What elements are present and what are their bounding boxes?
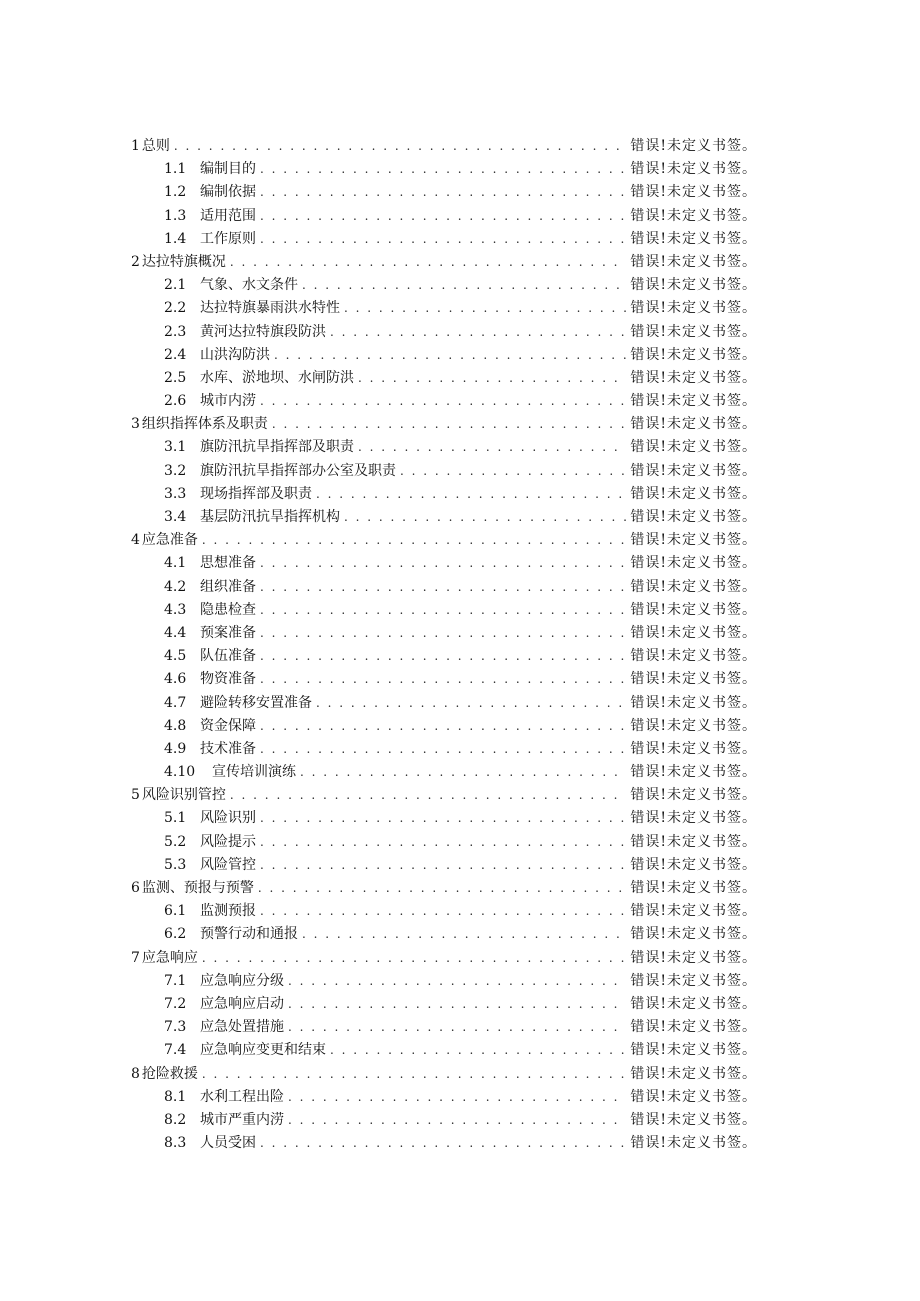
toc-leader-dots bbox=[260, 1132, 626, 1155]
toc-page-ref: 错误!未定义书签。 bbox=[630, 462, 757, 479]
toc-page-ref: 错误!未定义书签。 bbox=[630, 694, 757, 711]
toc-page-ref: 错误!未定义书签。 bbox=[630, 416, 757, 433]
toc-number: 5.3 bbox=[164, 856, 187, 873]
toc-entry[interactable] bbox=[131, 344, 757, 367]
toc-entry[interactable] bbox=[131, 390, 757, 413]
toc-page-ref: 错误!未定义书签。 bbox=[630, 346, 757, 363]
toc-number: 4 bbox=[131, 532, 140, 549]
toc-entry[interactable] bbox=[131, 831, 757, 854]
toc-number: 4.2 bbox=[164, 578, 187, 595]
toc-entry[interactable] bbox=[131, 321, 757, 344]
toc-entry[interactable] bbox=[131, 1109, 757, 1132]
toc-number: 1 bbox=[131, 138, 140, 154]
toc-number: 4.10 bbox=[164, 764, 196, 781]
toc-title: 城市严重内涝 bbox=[200, 1111, 284, 1128]
toc-title: 思想准备 bbox=[200, 555, 256, 572]
toc-number: 3.2 bbox=[164, 462, 187, 479]
toc-page-ref: 错误!未定义书签。 bbox=[630, 184, 757, 201]
toc-page-ref: 错误!未定义书签。 bbox=[630, 903, 757, 920]
toc-title: 预警行动和通报 bbox=[200, 926, 298, 943]
toc-number: 4.1 bbox=[164, 555, 187, 572]
toc-page-ref: 错误!未定义书签。 bbox=[630, 671, 757, 688]
toc-title: 水库、淤地坝、水闸防洪 bbox=[200, 369, 354, 386]
toc-entry[interactable] bbox=[131, 506, 757, 529]
toc-number: 8.2 bbox=[164, 1111, 187, 1128]
toc-leader-dots bbox=[260, 738, 626, 761]
toc-leader-dots bbox=[260, 622, 626, 645]
toc-entry[interactable] bbox=[131, 1016, 757, 1039]
toc-leader-dots bbox=[316, 483, 626, 506]
toc-page-ref: 错误!未定义书签。 bbox=[630, 1019, 757, 1036]
toc-entry[interactable] bbox=[131, 483, 757, 506]
toc-leader-dots bbox=[302, 274, 626, 297]
toc-title: 监测、预报与预警 bbox=[141, 880, 254, 896]
toc-leader-dots bbox=[288, 970, 626, 993]
toc-entry[interactable] bbox=[131, 807, 757, 830]
toc-leader-dots bbox=[260, 645, 626, 668]
toc-page-ref: 错误!未定义书签。 bbox=[630, 856, 757, 873]
toc-title: 监测预报 bbox=[200, 903, 256, 920]
toc-entry[interactable] bbox=[131, 251, 757, 274]
toc-leader-dots bbox=[260, 205, 626, 228]
toc-number: 7 bbox=[131, 949, 140, 966]
toc-number: 2 bbox=[131, 253, 140, 270]
toc-entry[interactable] bbox=[131, 599, 757, 622]
toc-number: 1.1 bbox=[164, 161, 187, 178]
toc-page-ref: 错误!未定义书签。 bbox=[630, 624, 757, 641]
toc-title: 物资准备 bbox=[200, 671, 256, 688]
toc-entry[interactable] bbox=[131, 923, 757, 946]
toc-title: 应急处置措施 bbox=[200, 1019, 284, 1036]
toc-leader-dots bbox=[202, 1063, 626, 1086]
toc-page-ref: 错误!未定义书签。 bbox=[630, 323, 757, 340]
toc-number: 5 bbox=[131, 787, 140, 804]
toc-page-ref: 错误!未定义书签。 bbox=[630, 555, 757, 572]
toc-title: 组织指挥体系及职责 bbox=[141, 416, 268, 433]
toc-entry[interactable] bbox=[131, 738, 757, 761]
toc-entry[interactable] bbox=[131, 1086, 757, 1109]
toc-entry[interactable] bbox=[131, 135, 757, 158]
toc-entry[interactable] bbox=[131, 877, 757, 900]
toc-title: 应急响应启动 bbox=[200, 995, 284, 1012]
toc-page-ref: 错误!未定义书签。 bbox=[630, 1065, 757, 1082]
toc-leader-dots bbox=[202, 947, 626, 970]
toc-entry[interactable] bbox=[131, 1039, 757, 1062]
toc-leader-dots bbox=[358, 436, 626, 459]
toc-title: 人员受困 bbox=[200, 1135, 256, 1152]
toc-title: 编制依据 bbox=[200, 184, 256, 201]
toc-page-ref: 错误!未定义书签。 bbox=[630, 880, 757, 896]
toc-entry[interactable] bbox=[131, 761, 757, 784]
toc-number: 3 bbox=[131, 416, 140, 433]
toc-number: 7.2 bbox=[164, 995, 187, 1012]
toc-title: 组织准备 bbox=[200, 578, 256, 595]
toc-number: 8.1 bbox=[164, 1088, 187, 1105]
toc-leader-dots bbox=[330, 1039, 626, 1062]
toc-entry[interactable] bbox=[131, 622, 757, 645]
toc-leader-dots bbox=[260, 576, 626, 599]
toc-title: 预案准备 bbox=[200, 624, 256, 641]
toc-leader-dots bbox=[344, 297, 626, 320]
toc-page-ref: 错误!未定义书签。 bbox=[630, 578, 757, 595]
toc-entry[interactable] bbox=[131, 854, 757, 877]
toc-entry[interactable] bbox=[131, 552, 757, 575]
toc-title: 应急响应变更和结束 bbox=[200, 1042, 326, 1059]
toc-entry[interactable] bbox=[131, 158, 757, 181]
toc-entry[interactable] bbox=[131, 715, 757, 738]
toc-title: 应急准备 bbox=[141, 532, 198, 549]
toc-page-ref: 错误!未定义书签。 bbox=[630, 717, 757, 734]
toc-number: 3.3 bbox=[164, 485, 187, 502]
toc-leader-dots bbox=[260, 181, 626, 204]
toc-page-ref: 错误!未定义书签。 bbox=[630, 810, 757, 827]
toc-entry[interactable] bbox=[131, 947, 757, 970]
toc-entry[interactable] bbox=[131, 1063, 757, 1086]
toc-page-ref: 错误!未定义书签。 bbox=[630, 230, 757, 247]
toc-leader-dots bbox=[230, 784, 626, 807]
toc-entry[interactable] bbox=[131, 228, 757, 251]
toc-title: 抢险救援 bbox=[141, 1065, 198, 1082]
toc-leader-dots bbox=[260, 715, 626, 738]
toc-leader-dots bbox=[258, 877, 626, 900]
toc-page-ref: 错误!未定义书签。 bbox=[630, 648, 757, 665]
table-of-contents bbox=[131, 135, 757, 1155]
toc-title: 风险识别 bbox=[200, 810, 256, 827]
toc-number: 6.2 bbox=[164, 926, 187, 943]
toc-leader-dots bbox=[260, 807, 626, 830]
toc-leader-dots bbox=[344, 506, 626, 529]
toc-page-ref: 错误!未定义书签。 bbox=[630, 764, 757, 781]
toc-title: 旗防汛抗旱指挥部及职责 bbox=[200, 439, 354, 456]
toc-page-ref: 错误!未定义书签。 bbox=[630, 740, 757, 757]
toc-title: 应急响应 bbox=[141, 949, 198, 966]
toc-entry[interactable] bbox=[131, 181, 757, 204]
toc-leader-dots bbox=[316, 692, 626, 715]
toc-leader-dots bbox=[260, 900, 626, 923]
toc-leader-dots bbox=[260, 599, 626, 622]
toc-entry[interactable] bbox=[131, 668, 757, 691]
toc-title: 资金保障 bbox=[200, 717, 256, 734]
toc-number: 4.7 bbox=[164, 694, 187, 711]
toc-page-ref: 错误!未定义书签。 bbox=[630, 926, 757, 943]
toc-entry[interactable] bbox=[131, 645, 757, 668]
toc-number: 8.3 bbox=[164, 1135, 187, 1152]
toc-title: 黄河达拉特旗段防洪 bbox=[200, 323, 326, 340]
toc-number: 7.4 bbox=[164, 1042, 187, 1059]
toc-leader-dots bbox=[288, 1016, 626, 1039]
toc-title: 达拉特旗暴雨洪水特性 bbox=[200, 300, 340, 317]
toc-leader-dots bbox=[358, 367, 626, 390]
toc-page-ref: 错误!未定义书签。 bbox=[630, 393, 757, 410]
toc-leader-dots bbox=[260, 831, 626, 854]
toc-number: 4.5 bbox=[164, 648, 187, 665]
toc-number: 1.4 bbox=[164, 230, 187, 247]
toc-page-ref: 错误!未定义书签。 bbox=[630, 787, 757, 804]
toc-page-ref: 错误!未定义书签。 bbox=[630, 995, 757, 1012]
toc-leader-dots bbox=[260, 158, 626, 181]
toc-page-ref: 错误!未定义书签。 bbox=[630, 439, 757, 456]
toc-page-ref: 错误!未定义书签。 bbox=[630, 949, 757, 966]
toc-page-ref: 错误!未定义书签。 bbox=[630, 1042, 757, 1059]
toc-leader-dots bbox=[202, 529, 626, 552]
toc-leader-dots bbox=[260, 390, 626, 413]
toc-entry[interactable] bbox=[131, 784, 757, 807]
toc-title: 避险转移安置准备 bbox=[200, 694, 312, 711]
toc-number: 1.2 bbox=[164, 184, 187, 201]
toc-entry[interactable] bbox=[131, 460, 757, 483]
toc-number: 1.3 bbox=[164, 207, 187, 224]
toc-title: 总则 bbox=[141, 138, 170, 154]
toc-page-ref: 错误!未定义书签。 bbox=[630, 253, 757, 270]
toc-entry[interactable] bbox=[131, 576, 757, 599]
toc-page-ref: 错误!未定义书签。 bbox=[630, 1135, 757, 1152]
toc-entry[interactable] bbox=[131, 900, 757, 923]
toc-entry[interactable] bbox=[131, 297, 757, 320]
toc-entry[interactable] bbox=[131, 993, 757, 1016]
toc-leader-dots bbox=[400, 460, 626, 483]
toc-page-ref: 错误!未定义书签。 bbox=[630, 277, 757, 294]
toc-number: 4.8 bbox=[164, 717, 187, 734]
toc-page-ref: 错误!未定义书签。 bbox=[630, 833, 757, 850]
toc-title: 技术准备 bbox=[200, 740, 256, 757]
toc-page-ref: 错误!未定义书签。 bbox=[630, 300, 757, 317]
toc-title: 旗防汛抗旱指挥部办公室及职责 bbox=[200, 462, 396, 479]
toc-leader-dots bbox=[272, 413, 626, 436]
toc-page-ref: 错误!未定义书签。 bbox=[630, 1111, 757, 1128]
toc-title: 气象、水文条件 bbox=[200, 277, 298, 294]
toc-page-ref: 错误!未定义书签。 bbox=[630, 509, 757, 525]
toc-leader-dots bbox=[288, 1109, 626, 1132]
toc-page-ref: 错误!未定义书签。 bbox=[630, 972, 757, 989]
toc-page-ref: 错误!未定义书签。 bbox=[630, 369, 757, 386]
toc-title: 适用范围 bbox=[200, 207, 256, 224]
toc-entry[interactable] bbox=[131, 274, 757, 297]
toc-number: 7.1 bbox=[164, 972, 187, 989]
toc-number: 2.6 bbox=[164, 393, 187, 410]
toc-number: 6.1 bbox=[164, 903, 187, 920]
toc-number: 5.2 bbox=[164, 833, 187, 850]
toc-number: 2.5 bbox=[164, 369, 187, 386]
toc-number: 2.1 bbox=[164, 277, 187, 294]
toc-title: 风险管控 bbox=[200, 856, 256, 873]
toc-number: 7.3 bbox=[164, 1019, 187, 1036]
toc-entry[interactable] bbox=[131, 529, 757, 552]
toc-leader-dots bbox=[260, 228, 626, 251]
toc-title: 基层防汛抗旱指挥机构 bbox=[200, 509, 340, 525]
toc-number: 4.4 bbox=[164, 624, 187, 641]
toc-entry[interactable] bbox=[131, 970, 757, 993]
toc-page-ref: 错误!未定义书签。 bbox=[630, 161, 757, 178]
toc-number: 4.6 bbox=[164, 671, 187, 688]
toc-number: 2.2 bbox=[164, 300, 187, 317]
toc-leader-dots bbox=[260, 552, 626, 575]
toc-leader-dots bbox=[260, 668, 626, 691]
toc-title: 达拉特旗概况 bbox=[141, 253, 226, 270]
toc-leader-dots bbox=[260, 854, 626, 877]
toc-number: 5.1 bbox=[164, 810, 187, 827]
toc-number: 2.4 bbox=[164, 346, 187, 363]
toc-title: 隐患检查 bbox=[200, 601, 256, 618]
toc-leader-dots bbox=[330, 321, 626, 344]
toc-title: 工作原则 bbox=[200, 230, 256, 247]
toc-number: 2.3 bbox=[164, 323, 187, 340]
toc-title: 山洪沟防洪 bbox=[200, 346, 270, 363]
toc-leader-dots bbox=[302, 923, 626, 946]
toc-entry[interactable] bbox=[131, 413, 757, 436]
toc-title: 应急响应分级 bbox=[200, 972, 284, 989]
toc-title: 风险识别管控 bbox=[141, 787, 226, 804]
toc-entry[interactable] bbox=[131, 1132, 757, 1155]
toc-title: 编制目的 bbox=[200, 161, 256, 178]
toc-title: 现场指挥部及职责 bbox=[200, 485, 312, 502]
toc-title: 风险提示 bbox=[200, 833, 256, 850]
toc-number: 8 bbox=[131, 1065, 140, 1082]
toc-entry[interactable] bbox=[131, 367, 757, 390]
toc-number: 4.3 bbox=[164, 601, 187, 618]
toc-entry[interactable] bbox=[131, 436, 757, 459]
toc-number: 3.4 bbox=[164, 509, 187, 525]
toc-page-ref: 错误!未定义书签。 bbox=[630, 485, 757, 502]
toc-title: 队伍准备 bbox=[200, 648, 256, 665]
toc-leader-dots bbox=[288, 993, 626, 1016]
toc-entry[interactable] bbox=[131, 692, 757, 715]
toc-page-ref: 错误!未定义书签。 bbox=[630, 1088, 757, 1105]
toc-leader-dots bbox=[174, 135, 626, 158]
toc-leader-dots bbox=[300, 761, 626, 784]
toc-page-ref: 错误!未定义书签。 bbox=[630, 138, 757, 154]
toc-title: 宣传培训演练 bbox=[212, 764, 296, 781]
toc-leader-dots bbox=[230, 251, 626, 274]
toc-page-ref: 错误!未定义书签。 bbox=[630, 601, 757, 618]
toc-number: 4.9 bbox=[164, 740, 187, 757]
toc-leader-dots bbox=[274, 344, 626, 367]
toc-title: 水利工程出险 bbox=[200, 1088, 284, 1105]
toc-title: 城市内涝 bbox=[200, 393, 256, 410]
toc-page-ref: 错误!未定义书签。 bbox=[630, 532, 757, 549]
toc-entry[interactable] bbox=[131, 205, 757, 228]
toc-number: 3.1 bbox=[164, 439, 187, 456]
toc-number: 6 bbox=[131, 880, 140, 896]
toc-leader-dots bbox=[288, 1086, 626, 1109]
toc-page-ref: 错误!未定义书签。 bbox=[630, 207, 757, 224]
